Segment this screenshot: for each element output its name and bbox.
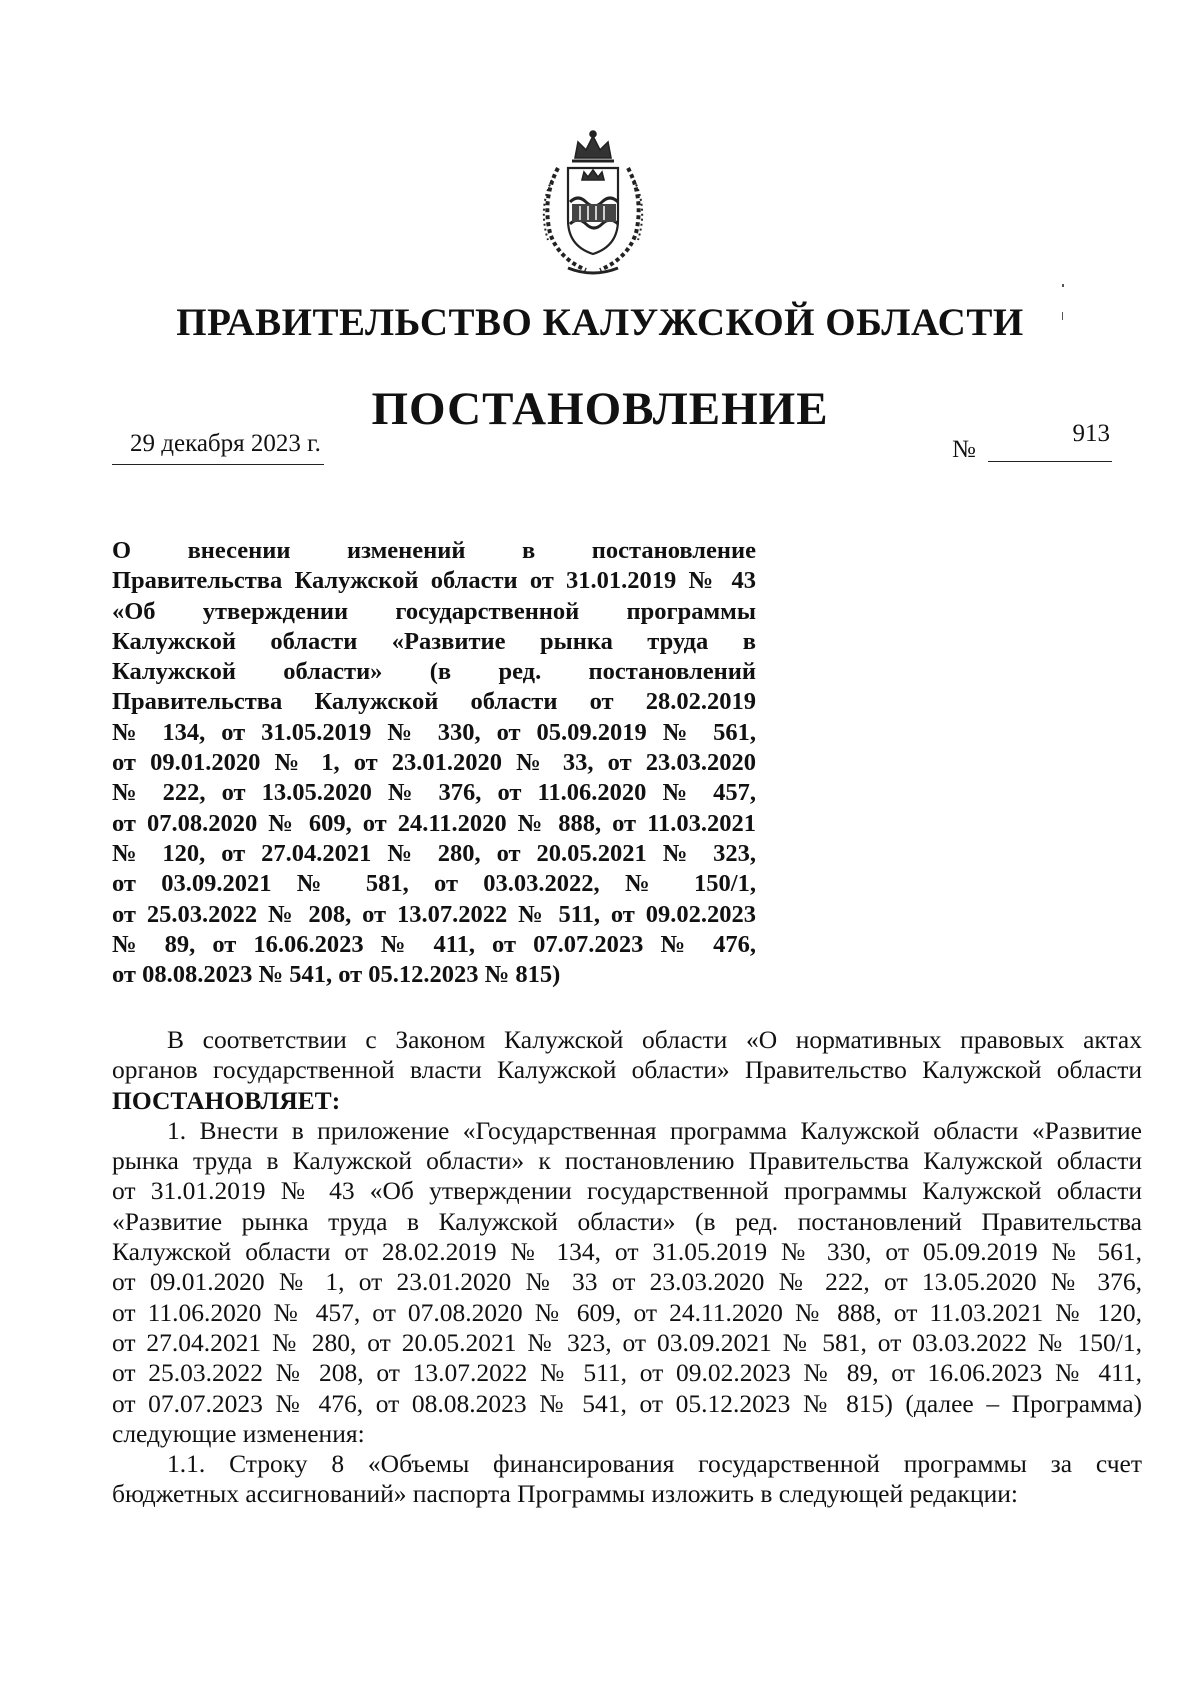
date-field — [112, 428, 324, 465]
document-number: 913 — [1072, 420, 1110, 447]
subject-line: Правительства Калужской области от 31.01.2019 № 43 — [112, 567, 756, 595]
document-date: 29 декабря 2023 г. — [130, 430, 321, 457]
body-line: от 07.07.2023 № 476, от 08.08.2023 № 541, от 05.12.2023 № 815) (далее – Программа) — [112, 1388, 1142, 1418]
body-line: от 11.06.2020 № 457, от 07.08.2020 № 609, от 24.11.2020 № 888, от 11.03.2021 № 120, — [112, 1297, 1142, 1327]
body-line: Калужской области от 28.02.2019 № 134, от 31.05.2019 № 330, от 05.09.2019 № 561, — [112, 1237, 1142, 1267]
subject-line: от 25.03.2022 № 208, от 13.07.2022 № 511, от 09.02.2023 — [112, 900, 756, 928]
subject-line: № 222, от 13.05.2020 № 376, от 11.06.2020 № 457, — [112, 779, 756, 807]
coat-of-arms-emblem — [528, 128, 658, 278]
subject-line: от 07.08.2020 № 609, от 24.11.2020 № 888, от 11.03.2021 — [112, 809, 756, 837]
subject-line: от 09.01.2020 № 1, от 23.01.2020 № 33, от 23.03.2020 — [112, 749, 756, 777]
number-underline — [988, 461, 1112, 462]
subject-line: О внесении изменений в постановление — [112, 537, 756, 564]
subject-line: № 120, от 27.04.2021 № 280, от 20.05.2021 № 323, — [112, 839, 756, 867]
body-line: от 09.01.2020 № 1, от 23.01.2020 № 33 от 23.03.2020 № 222, от 13.05.2020 № 376, — [112, 1267, 1142, 1297]
document-body — [112, 1025, 1142, 1510]
subject-line: Правительства Калужской области от 28.02.2019 — [112, 688, 756, 716]
subject-line: от 03.09.2021 № 581, от 03.03.2022, № 150/1, — [112, 870, 756, 898]
body-line: 1.1. Строку 8 «Объемы финансирования государственной программы за счет — [167, 1449, 1142, 1479]
body-line: следующие изменения: — [112, 1418, 365, 1448]
document-type-title: ПОСТАНОВЛЕНИЕ — [371, 383, 829, 435]
body-line: 1. Внести в приложение «Государственная программа Калужской области «Развитие — [167, 1115, 1142, 1145]
document-subject — [112, 536, 756, 990]
body-line: от 25.03.2022 № 208, от 13.07.2022 № 511, от 09.02.2023 № 89, от 16.06.2023 № 411, — [112, 1358, 1142, 1388]
body-line: рынка труда в Калужской области» к постановлению Правительства Калужской области — [112, 1146, 1142, 1176]
body-line-decree: ПОСТАНОВЛЯЕТ: — [112, 1085, 341, 1115]
body-line: органов государственной власти Калужской области» Правительство Калужской области — [112, 1055, 1142, 1085]
subject-line: Калужской области «Развитие рынка труда в — [112, 627, 756, 655]
body-line: бюджетных ассигнований» паспорта Программы изложить в следующей редакции: — [112, 1479, 1018, 1509]
body-line: В соответствии с Законом Калужской области «О нормативных правовых актах — [167, 1025, 1142, 1054]
subject-line: № 134, от 31.05.2019 № 330, от 05.09.2019 № 561, — [112, 718, 756, 746]
subject-line: № 89, от 16.06.2023 № 411, от 07.07.2023 № 476, — [112, 930, 756, 958]
number-field — [952, 422, 1112, 466]
government-title: ПРАВИТЕЛЬСТВО КАЛУЖСКОЙ ОБЛАСТИ — [176, 301, 1024, 344]
body-line: от 31.01.2019 № 43 «Об утверждении государственной программы Калужской области — [112, 1176, 1142, 1206]
body-line: «Развитие рынка труда в Калужской области» (в ред. постановлений Правительства — [112, 1206, 1142, 1236]
scan-mark — [1062, 284, 1064, 287]
number-sign: № — [952, 436, 976, 463]
body-line: от 27.04.2021 № 280, от 20.05.2021 № 323, от 03.09.2021 № 581, от 03.03.2022 № 150/1, — [112, 1327, 1142, 1357]
subject-line: Калужской области» (в ред. постановлений — [112, 658, 756, 686]
scan-mark — [1062, 312, 1063, 320]
subject-line: «Об утверждении государственной программы — [112, 597, 756, 625]
subject-line: от 08.08.2023 № 541, от 05.12.2023 № 815) — [112, 961, 561, 989]
